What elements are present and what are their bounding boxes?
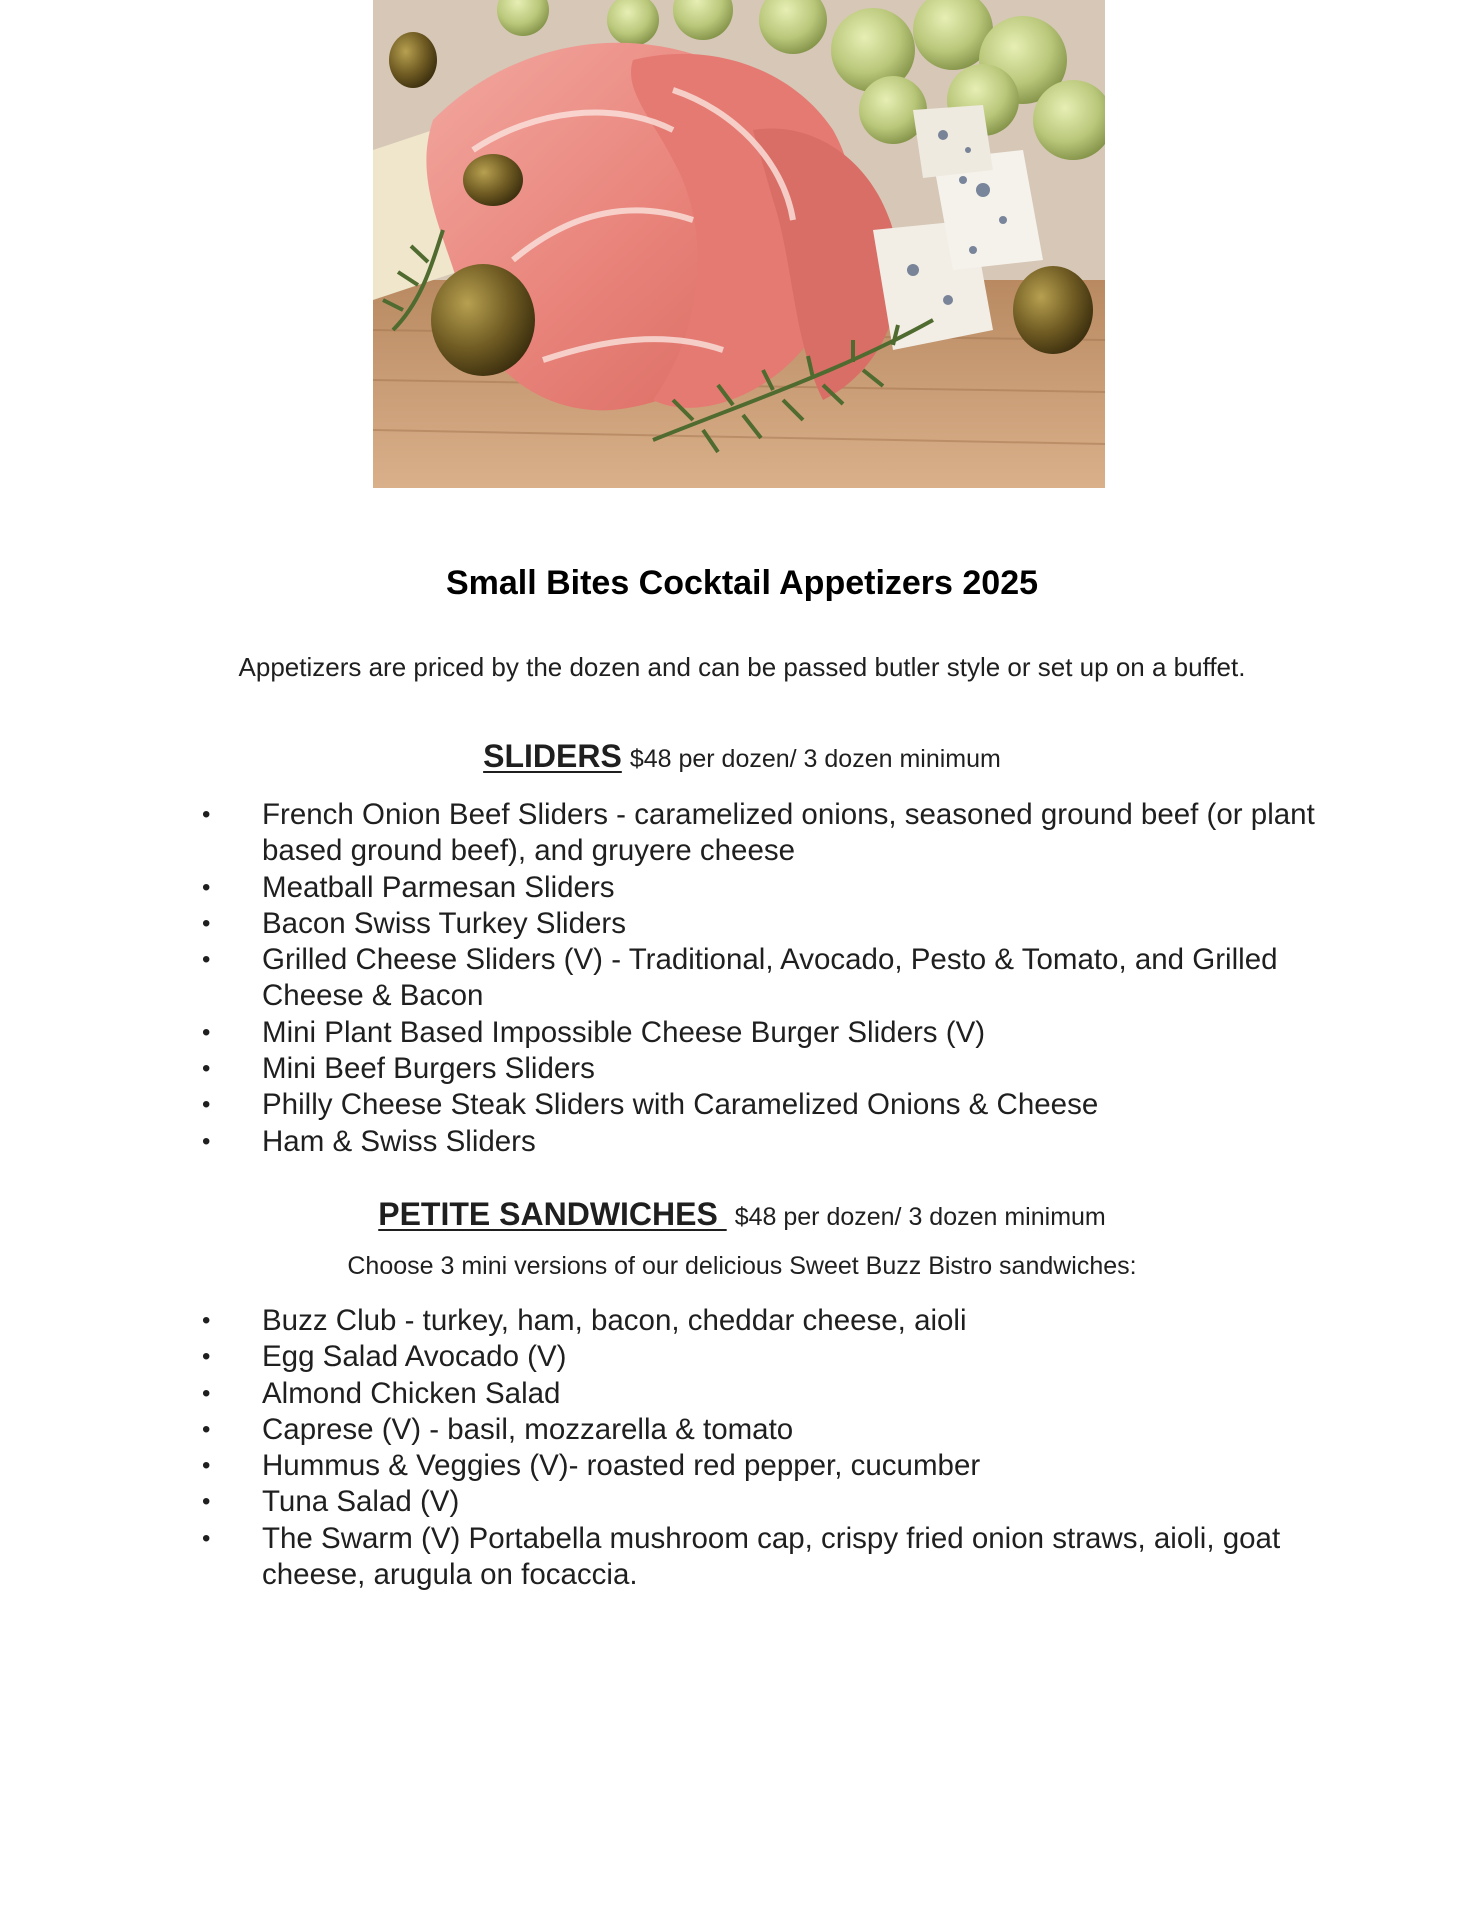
list-item: [0, 1412, 1484, 1448]
bullet-icon: •: [202, 909, 211, 937]
bullet-icon: •: [202, 1091, 211, 1119]
slider-item-text: Bacon Swiss Turkey Sliders: [262, 906, 626, 940]
bullet-icon: •: [202, 1524, 211, 1552]
page-title: Small Bites Cocktail Appetizers 2025: [445, 564, 1039, 602]
slider-item-text: French Onion Beef Sliders - caramelized onions, seasoned ground beef (or plant based ground beef), and gruyere cheese: [262, 798, 1315, 868]
sandwich-item-text: Caprese (V) - basil, mozzarella & tomato: [262, 1412, 794, 1446]
bullet-icon: •: [202, 1379, 211, 1407]
sandwiches-price: $48 per dozen/ 3 dozen minimum: [734, 1203, 1106, 1231]
sandwich-item-text: Buzz Club - turkey, ham, bacon, cheddar cheese, aioli: [262, 1304, 967, 1337]
sandwiches-heading: [0, 1196, 1484, 1233]
list-item: [0, 942, 1484, 1015]
list-item: [0, 1124, 1484, 1160]
charcuterie-photo: [373, 0, 1105, 488]
sliders-price: $48 per dozen/ 3 dozen minimum: [629, 745, 1001, 773]
sliders-title: SLIDERS: [483, 738, 622, 774]
bullet-icon: •: [202, 1343, 211, 1371]
intro-text: Appetizers are priced by the dozen and can be passed butler style or set up on a buffet.: [238, 652, 1246, 682]
list-item: [0, 1339, 1484, 1375]
sliders-heading: [0, 738, 1484, 775]
bullet-icon: •: [202, 1127, 211, 1155]
bullet-icon: •: [202, 801, 211, 828]
slider-item-text: Philly Cheese Steak Sliders with Caramelized Onions & Cheese: [262, 1088, 1099, 1122]
bullet-icon: •: [202, 1452, 211, 1480]
slider-item-text: Meatball Parmesan Sliders: [262, 870, 615, 904]
sliders-list: [0, 797, 1484, 1160]
bullet-icon: •: [202, 1488, 211, 1516]
list-item: [0, 1484, 1484, 1520]
sandwiches-list: [0, 1303, 1484, 1593]
slider-item-text: Mini Plant Based Impossible Cheese Burger Sliders (V): [262, 1015, 986, 1049]
list-item: [0, 870, 1484, 906]
list-item: [0, 1015, 1484, 1051]
bullet-icon: •: [202, 873, 211, 901]
bullet-icon: •: [202, 1307, 211, 1334]
slider-item-text: Mini Beef Burgers Sliders: [262, 1052, 595, 1086]
list-item: [0, 1521, 1484, 1594]
slider-item-text: Ham & Swiss Sliders: [262, 1124, 536, 1158]
bullet-icon: •: [202, 946, 211, 974]
list-item: [0, 797, 1484, 870]
sandwiches-note: Choose 3 mini versions of our delicious Sweet Buzz Bistro sandwiches:: [347, 1252, 1137, 1280]
list-item: [0, 1376, 1484, 1412]
sandwich-item-text: Tuna Salad (V): [262, 1485, 460, 1519]
hero-photo: [373, 0, 1105, 488]
list-item: [0, 1087, 1484, 1123]
list-item: [0, 1303, 1484, 1339]
sandwich-item-text: Almond Chicken Salad: [262, 1376, 561, 1410]
sandwich-item-text: The Swarm (V) Portabella mushroom cap, crispy fried onion straws, aioli, goat cheese, arugula on focaccia.: [262, 1521, 1281, 1592]
bullet-icon: •: [202, 1018, 211, 1046]
bullet-icon: •: [202, 1415, 211, 1443]
sandwich-item-text: Egg Salad Avocado (V): [262, 1340, 567, 1374]
slider-item-text: Grilled Cheese Sliders (V) - Traditional, Avocado, Pesto & Tomato, and Grilled Cheese & Bacon: [262, 943, 1278, 1013]
sandwiches-title: PETITE SANDWICHES: [378, 1196, 727, 1232]
list-item: [0, 1448, 1484, 1484]
list-item: [0, 906, 1484, 942]
list-item: [0, 1051, 1484, 1087]
bullet-icon: •: [202, 1055, 211, 1083]
sandwich-item-text: Hummus & Veggies (V)- roasted red pepper, cucumber: [262, 1449, 981, 1483]
